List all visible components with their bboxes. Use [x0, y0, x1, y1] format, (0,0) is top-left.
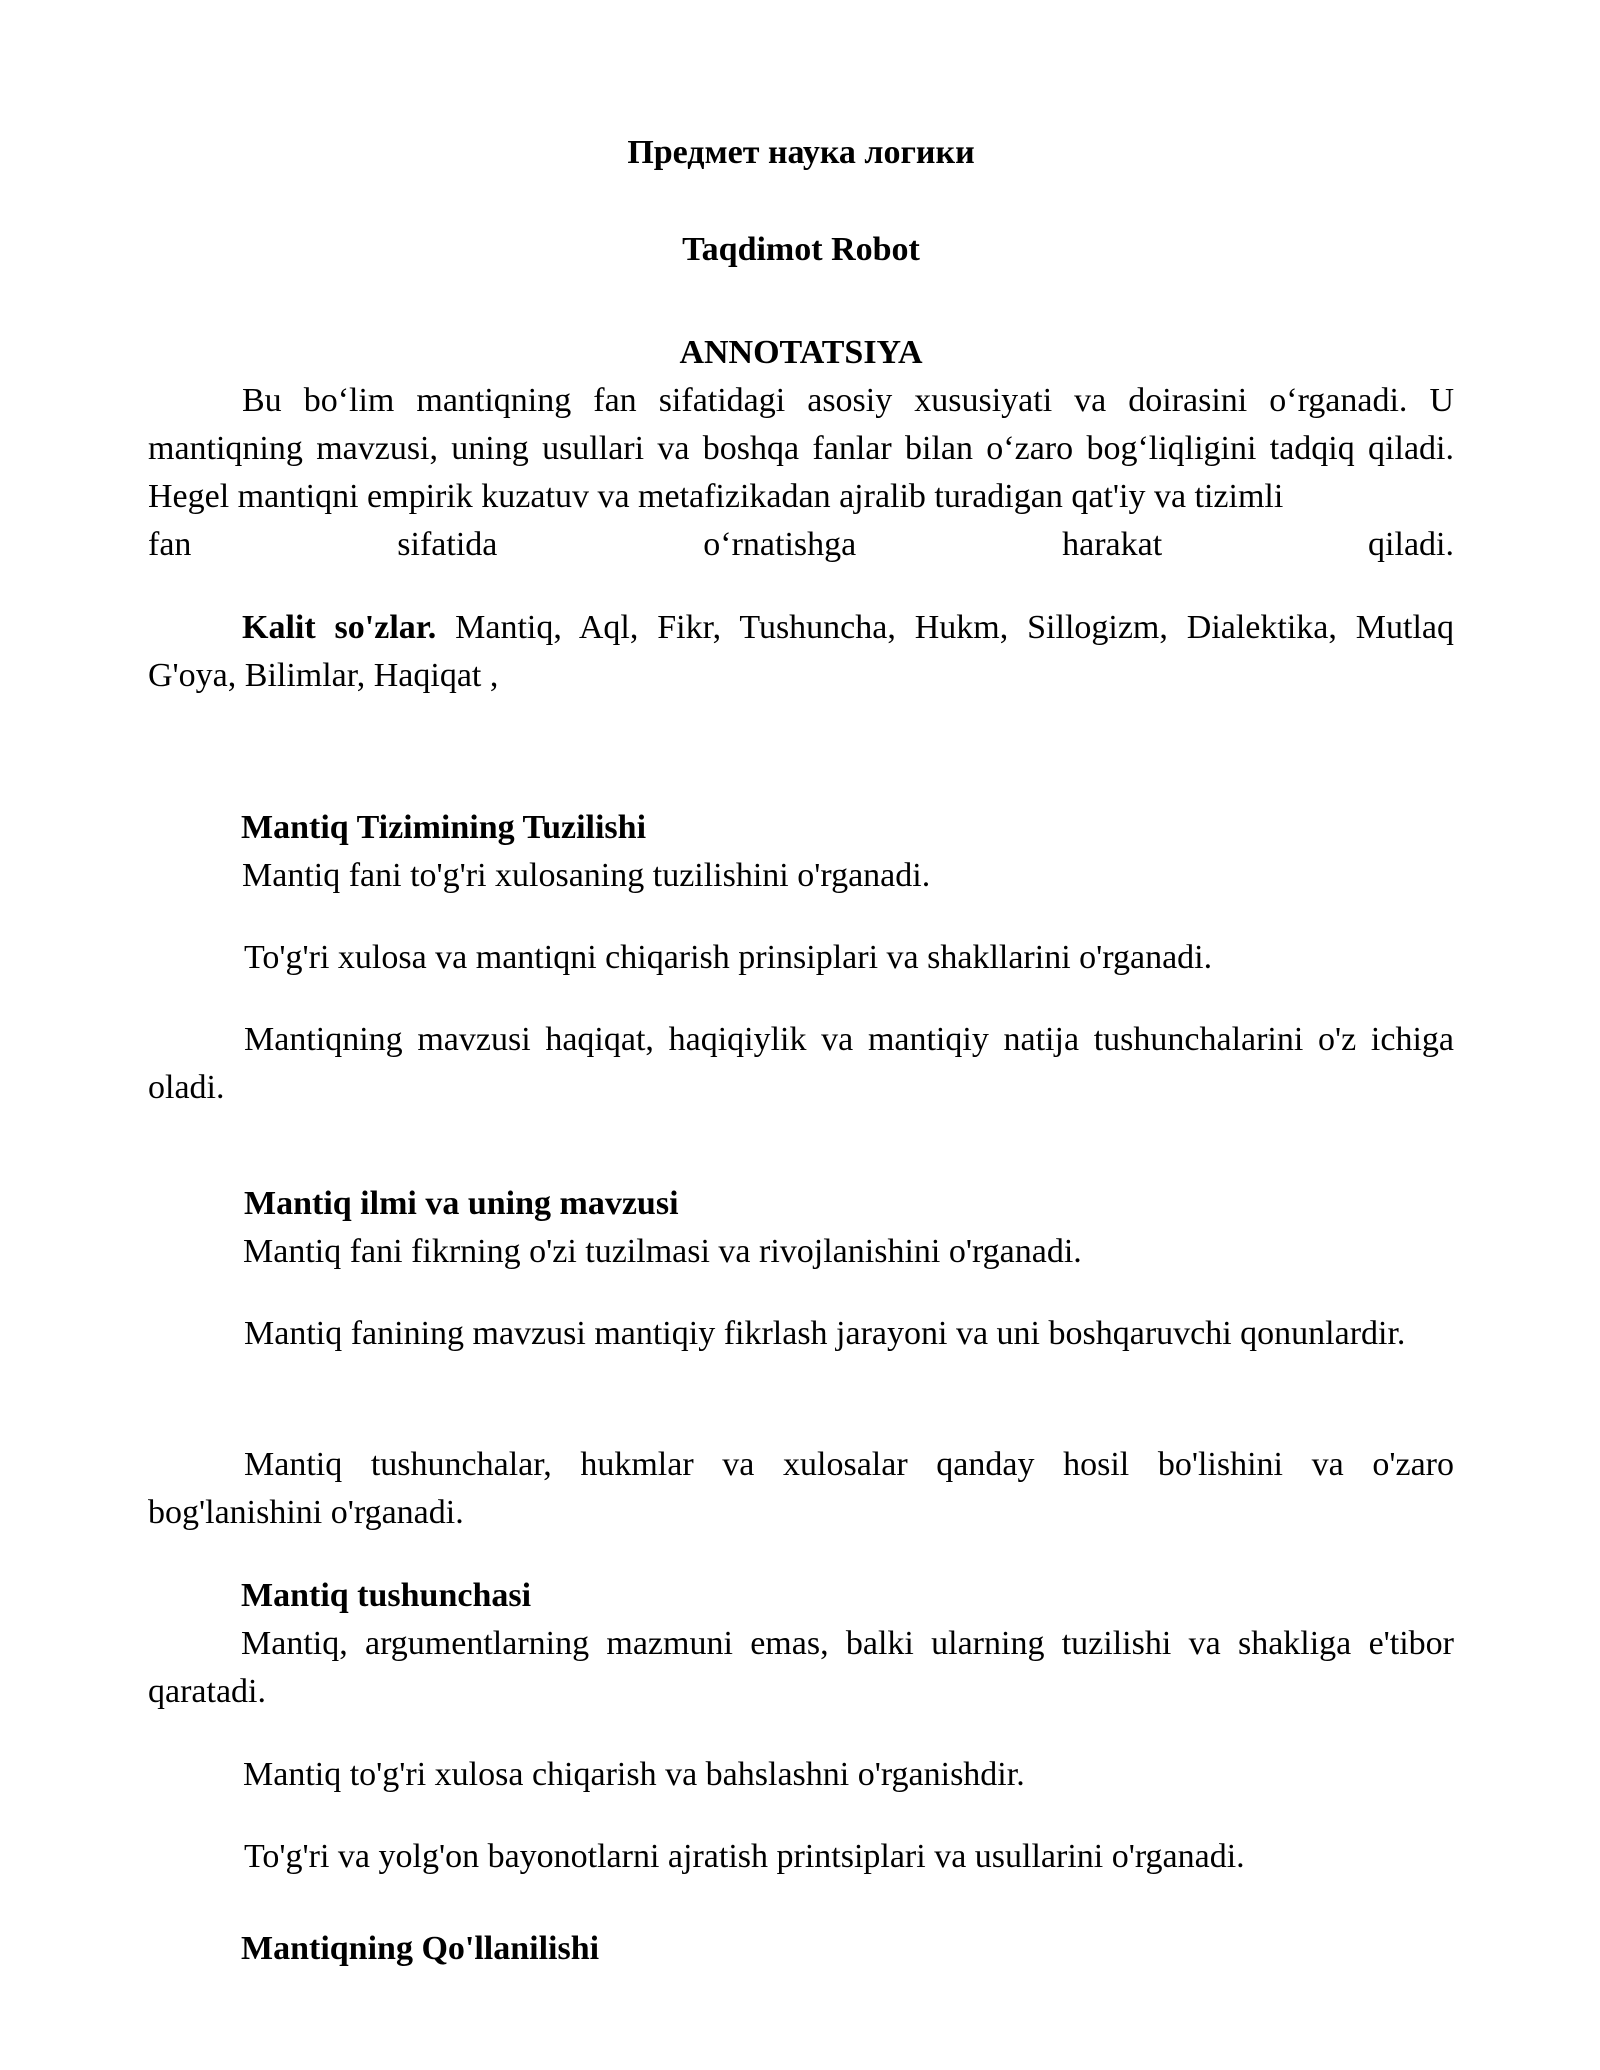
document-title: Предмет наука логики [627, 134, 975, 171]
section-paragraph: Mantiq tushunchalar, hukmlar va xulosalar qanday hosil bo'lishini va o'zaro bog'lanishini o'rganadi. [148, 1446, 1454, 1531]
section-paragraph: Mantiq, argumentlarning mazmuni emas, balki ularning tuzilishi va shakliga e'tibor qaratadi. [148, 1625, 1454, 1710]
keywords-text: Mantiq, Aql, Fikr, Tushuncha, Hukm, Sillogizm, Dialektika, Mutlaq G'oya, Bilimlar, Haqiqat , [148, 609, 1454, 694]
section-heading: Mantiqning Qo'llanilishi [241, 1930, 600, 1967]
section-paragraph: Mantiq fani fikrning o'zi tuzilmasi va rivojlanishini o'rganadi. [243, 1233, 1082, 1270]
annotation-text: Bu bo‘lim mantiqning fan sifatidagi asosiy xususiyati va doirasini o‘rganadi. U mantiqning mavzusi, uning usullari va boshqa fanlar bilan o‘zaro bog‘liqligini tadqiq qiladi. Hegel mantiqni empirik kuzatuv va metafizikadan ajralib turadigan qat'iy va tizimli [148, 382, 1454, 515]
document-subtitle: Taqdimot Robot [682, 231, 920, 268]
section-paragraph: Mantiq fanining mavzusi mantiqiy fikrlash jarayoni va uni boshqaruvchi qonunlardir. [244, 1315, 1406, 1352]
section-heading: Mantiq ilmi va uning mavzusi [244, 1185, 679, 1222]
annotation-text-last-line: fan sifatida o‘rnatishga harakat qiladi. [148, 526, 1454, 563]
section-paragraph: Mantiqning mavzusi haqiqat, haqiqiylik va mantiqiy natija tushunchalarini o'z ichiga oladi. [148, 1021, 1454, 1106]
keywords-paragraph [148, 604, 1454, 700]
section-heading: Mantiq tushunchasi [241, 1577, 532, 1614]
section-heading: Mantiq Tizimining Tuzilishi [241, 809, 647, 846]
section-paragraph: Mantiq to'g'ri xulosa chiqarish va bahslashni o'rganishdir. [243, 1756, 1025, 1793]
keywords-label: Kalit so'zlar. [242, 609, 437, 646]
section-paragraph: To'g'ri va yolg'on bayonotlarni ajratish printsiplari va usullarini o'rganadi. [244, 1838, 1245, 1875]
section-paragraph: Mantiq fani to'g'ri xulosaning tuzilishini o'rganadi. [242, 857, 931, 894]
section-paragraph: To'g'ri xulosa va mantiqni chiqarish prinsiplari va shakllarini o'rganadi. [244, 939, 1213, 976]
annotation-heading: ANNOTATSIYA [679, 334, 923, 371]
